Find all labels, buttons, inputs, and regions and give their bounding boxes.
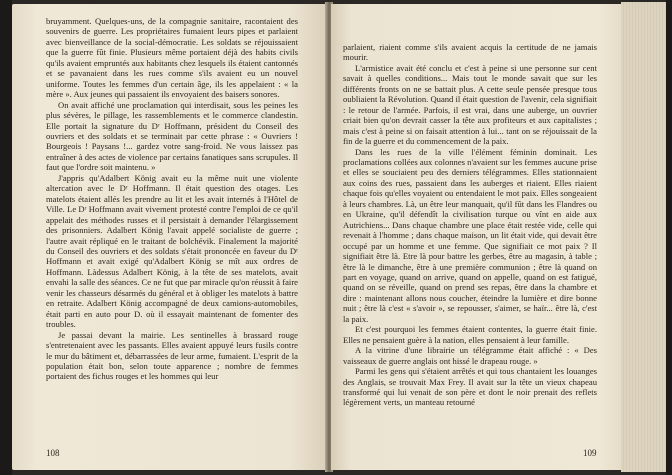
right-page-text — [343, 42, 597, 408]
paragraph: A la vitrine d'une librairie un télégramme était affiché : « Des vaisseaux de guerre anglais ont hissé le drapeau rouge. » — [343, 345, 597, 366]
page-edges — [621, 2, 666, 472]
right-page — [331, 4, 621, 470]
paragraph: bruyamment. Quelques-uns, de la compagnie sanitaire, racontaient des souvenirs de guerre. Les propriétaires fumaient leurs pipes et parlaient avec bienveillance de la social-démocratie. Les soldats se réjouissaient que la guerre fût finie. Plusieurs même portaient déjà des habits civils qu'ils avaient empruntés aux habitants chez lesquels ils étaient cantonnés et se pavanaient dans les rues comme s'ils avaient eu un nouvel uniforme. Toutes les femmes d'un certain âge, ils les appelaient : « la mère ». Aux jeunes qui passaient ils envoyaient des baisers sonores. — [46, 16, 298, 100]
paragraph: Parmi les gens qui s'étaient arrêtés et qui tous chantaient les louanges des Anglais, se trouvait Max Frey. Il avait sur la tête un vieux chapeau transformé qui lui venait de son père et dont le noir prenait des reflets légèrement verts, un manteau retourné — [343, 366, 597, 408]
page-number: 108 — [46, 448, 60, 458]
paragraph: J'appris qu'Adalbert König avait eu la même nuit une violente altercation avec le Dʳ Hoffmann. Il était question des otages. Les matelots étaient allés les prendre au lit et les avait internés à l'Hôtel de Ville. Le Dʳ Hoffmann avait vivement protesté contre l'emploi de ce qu'il appelait des méthodes russes et il persistait à demander l'élargissement des prisonniers. Adalbert König l'avait appelé socialiste de guerre ; l'autre avait répliqué en le traitant de bolchévik. Finalement la majorité du Conseil des ouvriers et des soldats s'était prononcée en faveur du Dʳ Hoffmann et avait exigé qu'Adalbert König se mît aux ordres de Hoffmann. Làdessus Adalbert König, à la tête de ses matelots, avait envahi la salle des séances. Ce ne fut que par miracle qu'on réussit à faire venir les chasseurs désarmés du général et à obliger les matelots à battre en retraite. Adalbert König accompagné de deux camions-automobiles, était parti en auto pour D. où il essayait maintenant de fomenter des troubles. — [46, 172, 298, 330]
page-number: 109 — [583, 448, 597, 458]
left-page — [12, 4, 327, 470]
open-book — [12, 0, 666, 475]
paragraph: parlaient, riaient comme s'ils avaient acquis la certitude de ne jamais mourir. — [343, 42, 597, 63]
paragraph: Dans les rues de la ville l'élément féminin dominait. Les proclamations collées aux colonnes n'avaient sur les femmes aucune prise et elles se souciaient peu des derniers télégrammes. Elles stationnaient aux coins des rues, passaient dans les auberges et riaient. Elles riaient chaque fois qu'elles voyaient ou entendaient le mot paix. Elles songeaient à leurs chambres. Là, un être leur manquait, qu'il fût dans les Flandres ou en Ukraine, qu'il défendît la civilisation turque ou vînt en aide aux Autrichiens... Dans chaque chambre une place était restée vide, celle qui revenait à l'homme ; dans chaque maison, un lit était vide, qui devait être occupé par un homme et une femme. Que signifiait ce mot paix ? Il signifiait être là. Etre là pour battre les gerbes, être au magasin, à table ; être là le dimanche, être à une première communion ; être là quand on part en voyage, quand on arrive, quand on appelle, quand on est fatigué, quand on se réveille, quand on prend ses repas, être dans la chambre et dire : maintenant allons nous coucher, éteindre la lumière et dire bonne nuit ; être là c'est « s'avoir », se repousser, s'aimer, se haïr... être là, c'est la paix. — [343, 146, 597, 324]
left-page-text — [46, 16, 298, 382]
paragraph: Et c'est pourquoi les femmes étaient contentes, la guerre était finie. Elles ne pensaient guère à la nation, elles pensaient à leur famille. — [343, 324, 597, 345]
paragraph: Je passai devant la mairie. Les sentinelles à brassard rouge s'entretenaient avec les passants. Elles avaient appuyé leurs fusils contre le mur du bâtiment et, débarrassées de leur arme, fumaient. L'esprit de la population était bon, selon toute apparence ; nombre de femmes portaient des fichus rouges et les hommes qui leur — [46, 329, 298, 382]
paragraph: On avait affiché une proclamation qui interdisait, sous les peines les plus sévères, le pillage, les rassemblements et le commerce clandestin. Elle portait la signature du Dʳ Hoffmann, président du Conseil des ouvriers et des soldats et se terminait par cette phrase : « Ouvriers ! Bourgeois ! Paysans !... gardez votre sang-froid. Ne vous laissez pas entraîner à des actes de violence par certains fanatiques sans scrupules. Il faut que l'ordre soit maintenu. » — [46, 99, 298, 173]
paragraph: L'armistice avait été conclu et c'est à peine si une personne sur cent savait à quelles conditions... Mais tout le monde savait que sur les différents fronts on ne se battait plus. A cette seule pensée presque tous oubliaient la Révolution. Quand il était question de l'avenir, cela signifiait : le retour de l'armée. Parfois, il est vrai, dans une auberge, un ouvrier criait bien qu'on devrait casser la tête aux profiteurs et aux capitalistes ; mais c'est à peine si on faisait attention à lui... tant on se réjouissait de la fin de la guerre et du commencement de la paix. — [343, 62, 597, 147]
